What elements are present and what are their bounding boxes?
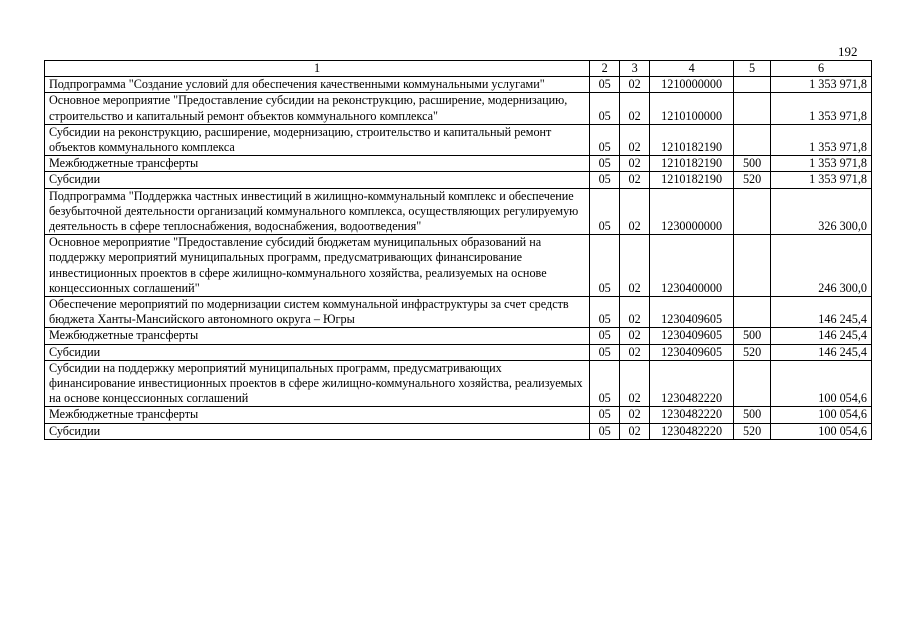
amount-cell: 100 054,6 <box>771 360 872 407</box>
amount-cell: 146 245,4 <box>771 297 872 328</box>
section-cell: 05 <box>590 360 620 407</box>
header-col-3: 3 <box>620 61 650 77</box>
table-row <box>45 77 872 93</box>
table-row <box>45 328 872 344</box>
row-name-cell: Субсидии на реконструкцию, расширение, модернизацию, строительство и капитальный ремонт объектов коммунального комплекса <box>45 124 590 155</box>
amount-cell: 1 353 971,8 <box>771 124 872 155</box>
table-row <box>45 124 872 155</box>
section-cell: 05 <box>590 297 620 328</box>
section-cell: 05 <box>590 93 620 124</box>
expense-type-cell <box>734 93 771 124</box>
header-col-2: 2 <box>590 61 620 77</box>
subsection-cell: 02 <box>620 328 650 344</box>
amount-cell: 246 300,0 <box>771 235 872 297</box>
expense-type-cell <box>734 77 771 93</box>
expense-type-cell: 520 <box>734 172 771 188</box>
row-name-cell: Подпрограмма "Создание условий для обеспечения качественными коммунальными услугами" <box>45 77 590 93</box>
expense-type-cell: 500 <box>734 156 771 172</box>
subsection-cell: 02 <box>620 93 650 124</box>
amount-cell: 1 353 971,8 <box>771 172 872 188</box>
table-row <box>45 235 872 297</box>
amount-cell: 100 054,6 <box>771 407 872 423</box>
section-cell: 05 <box>590 235 620 297</box>
section-cell: 05 <box>590 423 620 439</box>
row-name-cell: Межбюджетные трансферты <box>45 156 590 172</box>
expense-type-cell: 500 <box>734 407 771 423</box>
table-row <box>45 156 872 172</box>
table-row <box>45 423 872 439</box>
amount-cell: 146 245,4 <box>771 344 872 360</box>
budget-table <box>44 60 872 440</box>
target-code-cell: 1230400000 <box>650 235 734 297</box>
subsection-cell: 02 <box>620 360 650 407</box>
subsection-cell: 02 <box>620 423 650 439</box>
table-header-row <box>45 61 872 77</box>
section-cell: 05 <box>590 124 620 155</box>
table-row <box>45 172 872 188</box>
expense-type-cell: 500 <box>734 328 771 344</box>
subsection-cell: 02 <box>620 156 650 172</box>
row-name-cell: Субсидии <box>45 344 590 360</box>
section-cell: 05 <box>590 328 620 344</box>
section-cell: 05 <box>590 156 620 172</box>
row-name-cell: Субсидии <box>45 172 590 188</box>
expense-type-cell <box>734 235 771 297</box>
subsection-cell: 02 <box>620 188 650 235</box>
target-code-cell: 1230409605 <box>650 297 734 328</box>
target-code-cell: 1230482220 <box>650 423 734 439</box>
subsection-cell: 02 <box>620 124 650 155</box>
page-number: 192 <box>838 44 858 59</box>
table-row <box>45 297 872 328</box>
amount-cell: 100 054,6 <box>771 423 872 439</box>
header-col-5: 5 <box>734 61 771 77</box>
subsection-cell: 02 <box>620 235 650 297</box>
section-cell: 05 <box>590 172 620 188</box>
amount-cell: 1 353 971,8 <box>771 156 872 172</box>
row-name-cell: Межбюджетные трансферты <box>45 407 590 423</box>
row-name-cell: Основное мероприятие "Предоставление субсидии на реконструкцию, расширение, модернизацию, строительство и капитальный ремонт объектов коммунального комплекса" <box>45 93 590 124</box>
target-code-cell: 1210000000 <box>650 77 734 93</box>
expense-type-cell <box>734 360 771 407</box>
subsection-cell: 02 <box>620 172 650 188</box>
target-code-cell: 1230482220 <box>650 407 734 423</box>
section-cell: 05 <box>590 77 620 93</box>
table-body <box>45 77 872 440</box>
expense-type-cell: 520 <box>734 423 771 439</box>
header-col-1: 1 <box>45 61 590 77</box>
table-row <box>45 188 872 235</box>
subsection-cell: 02 <box>620 344 650 360</box>
subsection-cell: 02 <box>620 297 650 328</box>
section-cell: 05 <box>590 407 620 423</box>
target-code-cell: 1230409605 <box>650 344 734 360</box>
subsection-cell: 02 <box>620 77 650 93</box>
expense-type-cell <box>734 188 771 235</box>
amount-cell: 146 245,4 <box>771 328 872 344</box>
target-code-cell: 1230482220 <box>650 360 734 407</box>
amount-cell: 326 300,0 <box>771 188 872 235</box>
row-name-cell: Субсидии на поддержку мероприятий муниципальных программ, предусматривающих финансирование инвестиционных проектов в сфере жилищно-коммунального хозяйства, реализуемых на основе концессионных соглашений <box>45 360 590 407</box>
target-code-cell: 1230409605 <box>650 328 734 344</box>
expense-type-cell <box>734 124 771 155</box>
table-row <box>45 407 872 423</box>
subsection-cell: 02 <box>620 407 650 423</box>
row-name-cell: Подпрограмма "Поддержка частных инвестиций в жилищно-коммунальный комплекс и обеспечение безубыточной деятельности организаций коммунального комплекса, осуществляющих регулируемую деятельность в сфере теплоснабжения, водоснабжения, водоотведения" <box>45 188 590 235</box>
header-col-4: 4 <box>650 61 734 77</box>
table-row <box>45 93 872 124</box>
row-name-cell: Межбюджетные трансферты <box>45 328 590 344</box>
table-row <box>45 360 872 407</box>
table-row <box>45 344 872 360</box>
row-name-cell: Субсидии <box>45 423 590 439</box>
row-name-cell: Обеспечение мероприятий по модернизации систем коммунальной инфраструктуры за счет средств бюджета Ханты-Мансийского автономного округа – Югры <box>45 297 590 328</box>
expense-type-cell: 520 <box>734 344 771 360</box>
row-name-cell: Основное мероприятие "Предоставление субсидий бюджетам муниципальных образований на поддержку мероприятий муниципальных программ, предусматривающих финансирование инвестиционных проектов в сфере жилищно-коммунального хозяйства, реализуемых на основе концессионных соглашений" <box>45 235 590 297</box>
amount-cell: 1 353 971,8 <box>771 93 872 124</box>
target-code-cell: 1210182190 <box>650 172 734 188</box>
target-code-cell: 1210182190 <box>650 156 734 172</box>
expense-type-cell <box>734 297 771 328</box>
target-code-cell: 1210100000 <box>650 93 734 124</box>
section-cell: 05 <box>590 344 620 360</box>
amount-cell: 1 353 971,8 <box>771 77 872 93</box>
header-col-6: 6 <box>771 61 872 77</box>
target-code-cell: 1230000000 <box>650 188 734 235</box>
target-code-cell: 1210182190 <box>650 124 734 155</box>
section-cell: 05 <box>590 188 620 235</box>
